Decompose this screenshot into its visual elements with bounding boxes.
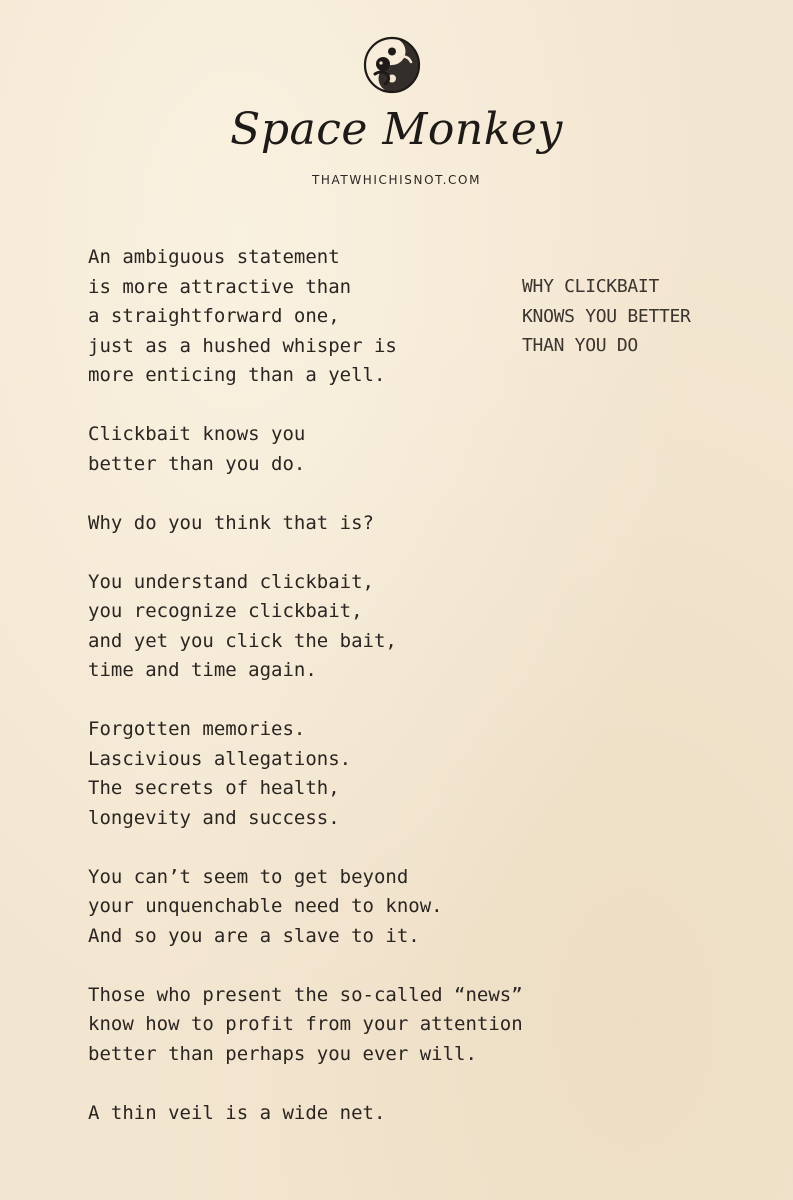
poem-line: better than you do. xyxy=(88,452,306,475)
site-url: THATWHICHISNOT.COM xyxy=(311,173,482,187)
poem-line: Forgotten memories. xyxy=(88,718,306,740)
poem-stanza xyxy=(88,863,568,952)
poem-line: And so you are a slave to it. xyxy=(88,924,420,947)
poem-line: your unquenchable need to know. xyxy=(88,895,443,917)
poem-line: Clickbait knows you xyxy=(88,423,306,445)
poem-body xyxy=(88,243,568,1158)
poem-line: better than perhaps you ever will. xyxy=(88,1042,477,1065)
poem-stanza xyxy=(88,715,568,833)
poem-line: Lascivious allegations. xyxy=(88,747,352,770)
poem-stanza xyxy=(88,568,568,686)
poem-line: a straightforward one, xyxy=(88,305,340,327)
poem-line: know how to profit from your attention xyxy=(88,1013,523,1035)
poem-line: A thin veil is a wide net. xyxy=(88,1101,386,1124)
poem-stanza xyxy=(88,243,568,391)
poem-line: An ambiguous statement xyxy=(88,246,340,268)
poem-line: more enticing than a yell. xyxy=(88,364,386,386)
space-monkey-logo-icon xyxy=(361,34,423,96)
poem-stanza xyxy=(88,509,568,539)
poem-line: just as a hushed whisper is xyxy=(88,334,397,357)
side-title-line: KNOWS YOU BETTER xyxy=(522,305,691,327)
poem-line: You can’t seem to get beyond xyxy=(88,865,409,888)
poem-stanza xyxy=(88,981,568,1070)
poem-line: you recognize clickbait, xyxy=(88,600,363,622)
brand-name: Space Monkey xyxy=(230,104,563,155)
poem-line: time and time again. xyxy=(88,659,317,681)
poem-line: is more attractive than xyxy=(88,275,352,298)
poem-line: Why do you think that is? xyxy=(88,511,374,534)
side-title-line: WHY CLICKBAIT xyxy=(522,276,659,297)
poem-line: longevity and success. xyxy=(88,806,340,829)
poem-stanza xyxy=(88,1099,568,1129)
poem-line: Those who present the so-called “news” xyxy=(88,983,523,1006)
side-title-line: THAN YOU DO xyxy=(522,335,638,356)
poem-line: You understand clickbait, xyxy=(88,570,374,593)
poem-line: and yet you click the bait, xyxy=(88,629,397,652)
poem-line: The secrets of health, xyxy=(88,777,340,799)
poem-stanza xyxy=(88,420,568,479)
